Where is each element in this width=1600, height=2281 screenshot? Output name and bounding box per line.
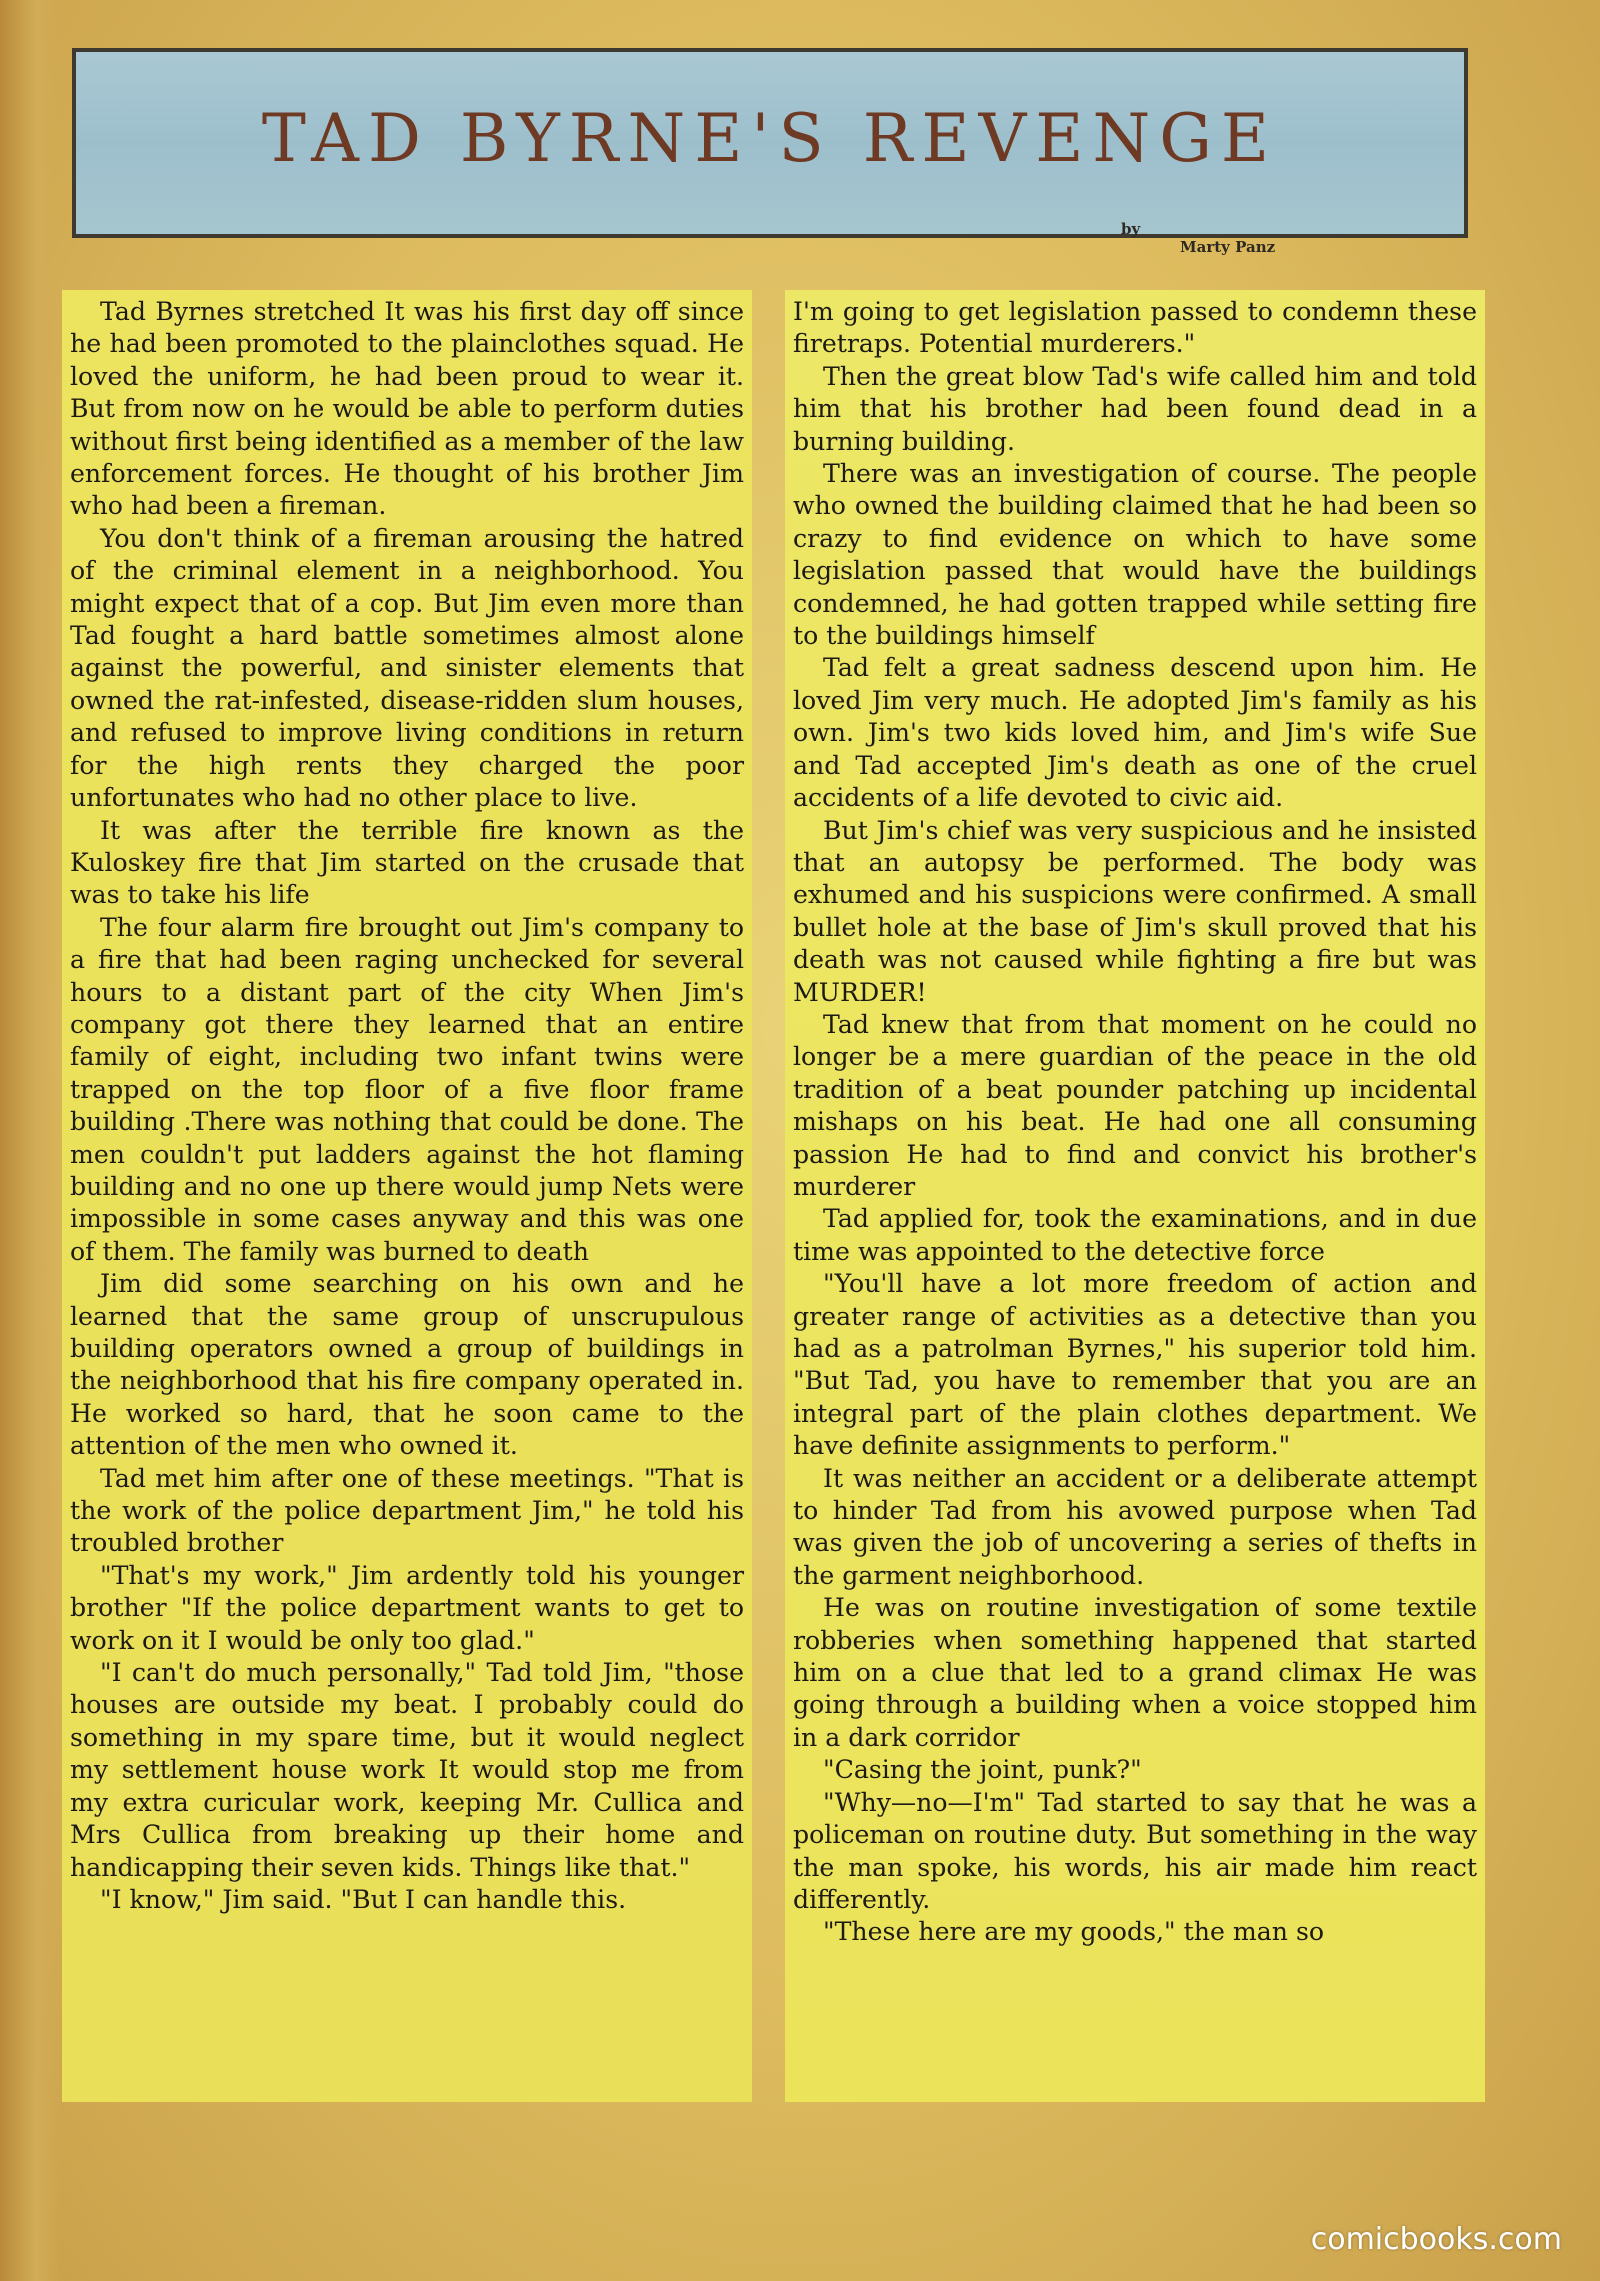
paragraph: But Jim's chief was very suspicious and he insisted that an autopsy be performed. The body was exhumed and his suspicions were confirmed. A small bullet hole at the base of Jim's skull proved that his death was not caused while fighting a fire but was MURDER! [793,815,1477,1007]
paragraph: "I can't do much personally," Tad told Jim, "those houses are outside my beat. I probably could do something in my spare time, but it would neglect my settlement house work It would stop me from my extra curicular work, keeping Mr. Cullica and Mrs Cullica from breaking up their home and handicapping their seven kids. Things like that." [70,1658,744,1882]
paragraph: I'm going to get legislation passed to condemn these firetraps. Potential murderers." [793,297,1477,359]
page-spine-shadow [0,0,60,2281]
watermark-logo: comicbooks.com [1310,2222,1562,2257]
paragraph: Tad applied for, took the examinations, and in due time was appointed to the detective force [793,1204,1477,1266]
author-name: Marty Panz [1180,238,1276,256]
paragraph: He was on routine investigation of some textile robberies when something happened that started him on a clue that led to a grand climax He was going through a building when a voice stopped him in a dark corridor [793,1593,1477,1752]
story-title: TAD BYRNE'S REVENGE [261,100,1279,177]
paragraph: It was after the terrible fire known as the Kuloskey fire that Jim started on the crusade that was to take his life [70,815,744,910]
paragraph: Then the great blow Tad's wife called him and told him that his brother had been found dead in a burning building. [793,361,1477,456]
paragraph: "That's my work," Jim ardently told his younger brother "If the police department wants to get to work on it I would be only too glad." [70,1560,744,1655]
paragraph: "Why—no—I'm" Tad started to say that he was a policeman on routine duty. But something in the way the man spoke, his words, his air made him react differently. [793,1787,1477,1914]
paragraph: You don't think of a fireman arousing the hatred of the criminal element in a neighborhood. You might expect that of a cop. But Jim even more than Tad fought a hard battle sometimes almost alone against the powerful, and sinister elements that owned the rat-infested, disease-ridden slum houses, and refused to improve living conditions in return for the high rents they charged the poor unfortunates who had no other place to live. [70,523,744,813]
paragraph: Tad felt a great sadness descend upon him. He loved Jim very much. He adopted Jim's family as his own. Jim's two kids loved him, and Jim's wife Sue and Tad accepted Jim's death as one of the cruel accidents of a life devoted to civic aid. [793,653,1477,813]
text-column-left [62,290,752,2102]
paragraph: "You'll have a lot more freedom of action and greater range of activities as a detective than you had as a patrolman Byrnes," his superior told him. "But Tad, you have to remember that you are an integral part of the plain clothes department. We have definite assignments to perform." [793,1269,1477,1461]
paragraph: "These here are my goods," the man so [823,1917,1325,1947]
byline-by: by [1121,220,1141,238]
title-banner [72,48,1468,256]
paragraph: "Casing the joint, punk?" [823,1755,1142,1785]
paragraph: Tad knew that from that moment on he could no longer be a mere guardian of the peace in the old tradition of a beat pounder patching up incidental mishaps on his beat. He had one all consuming passion He had to find and convict his brother's murderer [793,1009,1477,1201]
paragraph: It was neither an accident or a deliberate attempt to hinder Tad from his avowed purpose when Tad was given the job of uncovering a series of thefts in the garment neighborhood. [793,1463,1477,1590]
paragraph: There was an investigation of course. The people who owned the building claimed that he had been so crazy to find evidence on which to have some legislation passed that would have the buildings condemned, he had gotten trapped while setting fire to the buildings himself [793,459,1477,651]
paragraph: Jim did some searching on his own and he learned that the same group of unscrupulous building operators owned a group of buildings in the neighborhood that his fire company operated in. He worked so hard, that he soon came to the attention of the men who owned it. [70,1269,744,1461]
paragraph: Tad met him after one of these meetings. "That is the work of the police department Jim," he told his troubled brother [70,1463,744,1558]
paragraph: The four alarm fire brought out Jim's company to a fire that had been raging unchecked for several hours to a distant part of the city When Jim's company got there they learned that an entire family of eight, including two infant twins were trapped on the top floor of a five floor frame building .There was nothing that could be done. The men couldn't put ladders against the hot flaming building and no one up there would jump Nets were impossible in some cases anyway and this was one of them. The family was burned to death [70,912,744,1266]
text-column-right [785,290,1485,2102]
paragraph: Tad Byrnes stretched It was his first day off since he had been promoted to the plainclothes squad. He loved the uniform, he had been proud to wear it. But from now on he would be able to perform duties without first being identified as a member of the law enforcement forces. He thought of his brother Jim who had been a fireman. [70,297,744,521]
paragraph: "I know," Jim said. "But I can handle this. [100,1884,627,1914]
